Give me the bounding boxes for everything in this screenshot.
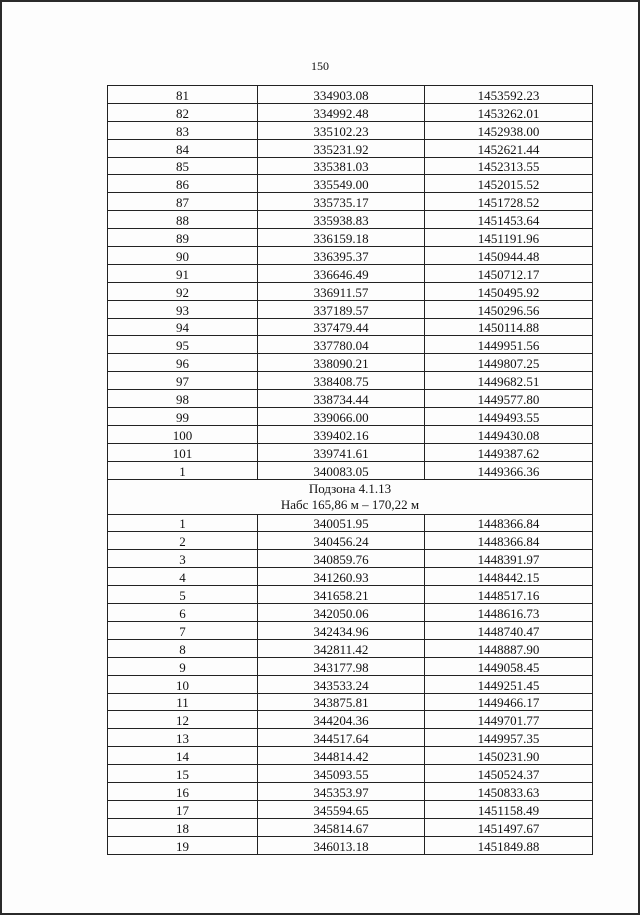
point-number-cell: 93 [108, 300, 258, 318]
y-coordinate-cell: 1451728.52 [425, 193, 593, 211]
x-coordinate-cell: 342050.06 [258, 604, 425, 622]
point-number-cell: 11 [108, 693, 258, 711]
table-row [108, 211, 593, 229]
point-number-cell: 13 [108, 729, 258, 747]
x-coordinate-cell: 341658.21 [258, 586, 425, 604]
y-coordinate-cell: 1451158.49 [425, 800, 593, 818]
x-coordinate-cell: 345093.55 [258, 765, 425, 783]
y-coordinate-cell: 1449466.17 [425, 693, 593, 711]
x-coordinate-cell: 346013.18 [258, 836, 425, 854]
table-row [108, 443, 593, 461]
subzone-heading-cell [108, 479, 593, 514]
point-number-cell: 14 [108, 747, 258, 765]
page-number: 150 [311, 59, 329, 73]
table-row [108, 639, 593, 657]
y-coordinate-cell: 1449577.80 [425, 390, 593, 408]
x-coordinate-cell: 344814.42 [258, 747, 425, 765]
x-coordinate-cell: 336395.37 [258, 247, 425, 265]
point-number-cell: 86 [108, 175, 258, 193]
x-coordinate-cell: 339066.00 [258, 408, 425, 426]
point-number-cell: 7 [108, 621, 258, 639]
subzone-heading-group [108, 479, 593, 514]
y-coordinate-cell: 1451453.64 [425, 211, 593, 229]
table-row [108, 193, 593, 211]
y-coordinate-cell: 1452621.44 [425, 139, 593, 157]
table-row [108, 318, 593, 336]
table-row [108, 282, 593, 300]
table-row [108, 818, 593, 836]
table-row [108, 657, 593, 675]
y-coordinate-cell: 1449251.45 [425, 675, 593, 693]
y-coordinate-cell: 1449366.36 [425, 461, 593, 479]
x-coordinate-cell: 337479.44 [258, 318, 425, 336]
point-number-cell: 83 [108, 121, 258, 139]
table-row [108, 86, 593, 104]
x-coordinate-cell: 338090.21 [258, 354, 425, 372]
coordinates-table-body-a [108, 86, 593, 480]
x-coordinate-cell: 336646.49 [258, 264, 425, 282]
y-coordinate-cell: 1448366.84 [425, 514, 593, 532]
y-coordinate-cell: 1450296.56 [425, 300, 593, 318]
table-row [108, 336, 593, 354]
point-number-cell: 94 [108, 318, 258, 336]
x-coordinate-cell: 336911.57 [258, 282, 425, 300]
x-coordinate-cell: 339402.16 [258, 425, 425, 443]
table-row [108, 264, 593, 282]
table-row [108, 836, 593, 854]
point-number-cell: 15 [108, 765, 258, 783]
x-coordinate-cell: 338734.44 [258, 390, 425, 408]
y-coordinate-cell: 1448442.15 [425, 568, 593, 586]
point-number-cell: 89 [108, 229, 258, 247]
table-row [108, 408, 593, 426]
y-coordinate-cell: 1450833.63 [425, 782, 593, 800]
x-coordinate-cell: 340456.24 [258, 532, 425, 550]
y-coordinate-cell: 1449807.25 [425, 354, 593, 372]
table-row [108, 675, 593, 693]
point-number-cell: 101 [108, 443, 258, 461]
x-coordinate-cell: 335735.17 [258, 193, 425, 211]
table-row [108, 354, 593, 372]
x-coordinate-cell: 340859.76 [258, 550, 425, 568]
y-coordinate-cell: 1451191.96 [425, 229, 593, 247]
point-number-cell: 91 [108, 264, 258, 282]
table-row [108, 568, 593, 586]
point-number-cell: 100 [108, 425, 258, 443]
y-coordinate-cell: 1450524.37 [425, 765, 593, 783]
point-number-cell: 2 [108, 532, 258, 550]
table-row [108, 229, 593, 247]
x-coordinate-cell: 341260.93 [258, 568, 425, 586]
subzone-heading-row [108, 479, 593, 514]
x-coordinate-cell: 343875.81 [258, 693, 425, 711]
x-coordinate-cell: 334903.08 [258, 86, 425, 104]
table-row [108, 550, 593, 568]
x-coordinate-cell: 337189.57 [258, 300, 425, 318]
point-number-cell: 92 [108, 282, 258, 300]
x-coordinate-cell: 337780.04 [258, 336, 425, 354]
y-coordinate-cell: 1450944.48 [425, 247, 593, 265]
x-coordinate-cell: 334992.48 [258, 103, 425, 121]
y-coordinate-cell: 1451497.67 [425, 818, 593, 836]
table-row [108, 747, 593, 765]
y-coordinate-cell: 1452938.00 [425, 121, 593, 139]
table-row [108, 175, 593, 193]
point-number-cell: 5 [108, 586, 258, 604]
point-number-cell: 6 [108, 604, 258, 622]
table-row [108, 121, 593, 139]
y-coordinate-cell: 1449058.45 [425, 657, 593, 675]
point-number-cell: 82 [108, 103, 258, 121]
point-number-cell: 19 [108, 836, 258, 854]
point-number-cell: 87 [108, 193, 258, 211]
table-row [108, 604, 593, 622]
x-coordinate-cell: 335381.03 [258, 157, 425, 175]
point-number-cell: 3 [108, 550, 258, 568]
point-number-cell: 18 [108, 818, 258, 836]
x-coordinate-cell: 345814.67 [258, 818, 425, 836]
y-coordinate-cell: 1450114.88 [425, 318, 593, 336]
point-number-cell: 12 [108, 711, 258, 729]
point-number-cell: 90 [108, 247, 258, 265]
point-number-cell: 97 [108, 372, 258, 390]
y-coordinate-cell: 1448740.47 [425, 621, 593, 639]
x-coordinate-cell: 340051.95 [258, 514, 425, 532]
point-number-cell: 98 [108, 390, 258, 408]
point-number-cell: 16 [108, 782, 258, 800]
y-coordinate-cell: 1450495.92 [425, 282, 593, 300]
point-number-cell: 1 [108, 461, 258, 479]
y-coordinate-cell: 1453592.23 [425, 86, 593, 104]
table-row [108, 139, 593, 157]
coordinates-table-body-b [108, 514, 593, 854]
x-coordinate-cell: 342811.42 [258, 639, 425, 657]
x-coordinate-cell: 335549.00 [258, 175, 425, 193]
point-number-cell: 95 [108, 336, 258, 354]
table-row [108, 300, 593, 318]
y-coordinate-cell: 1448517.16 [425, 586, 593, 604]
point-number-cell: 10 [108, 675, 258, 693]
y-coordinate-cell: 1450712.17 [425, 264, 593, 282]
point-number-cell: 17 [108, 800, 258, 818]
y-coordinate-cell: 1448366.84 [425, 532, 593, 550]
point-number-cell: 84 [108, 139, 258, 157]
point-number-cell: 9 [108, 657, 258, 675]
table-row [108, 693, 593, 711]
x-coordinate-cell: 345594.65 [258, 800, 425, 818]
x-coordinate-cell: 344204.36 [258, 711, 425, 729]
y-coordinate-cell: 1449387.62 [425, 443, 593, 461]
table-row [108, 586, 593, 604]
y-coordinate-cell: 1448887.90 [425, 639, 593, 657]
x-coordinate-cell: 342434.96 [258, 621, 425, 639]
y-coordinate-cell: 1451849.88 [425, 836, 593, 854]
table-row [108, 372, 593, 390]
x-coordinate-cell: 343177.98 [258, 657, 425, 675]
x-coordinate-cell: 345353.97 [258, 782, 425, 800]
y-coordinate-cell: 1449701.77 [425, 711, 593, 729]
table-row [108, 532, 593, 550]
y-coordinate-cell: 1449430.08 [425, 425, 593, 443]
table-row [108, 425, 593, 443]
x-coordinate-cell: 335231.92 [258, 139, 425, 157]
y-coordinate-cell: 1452015.52 [425, 175, 593, 193]
table-row [108, 621, 593, 639]
x-coordinate-cell: 343533.24 [258, 675, 425, 693]
x-coordinate-cell: 335938.83 [258, 211, 425, 229]
point-number-cell: 99 [108, 408, 258, 426]
y-coordinate-cell: 1452313.55 [425, 157, 593, 175]
x-coordinate-cell: 336159.18 [258, 229, 425, 247]
coordinates-table [107, 85, 593, 855]
table-row [108, 390, 593, 408]
y-coordinate-cell: 1449493.55 [425, 408, 593, 426]
x-coordinate-cell: 335102.23 [258, 121, 425, 139]
point-number-cell: 1 [108, 514, 258, 532]
table-row [108, 514, 593, 532]
y-coordinate-cell: 1450231.90 [425, 747, 593, 765]
y-coordinate-cell: 1449951.56 [425, 336, 593, 354]
y-coordinate-cell: 1449957.35 [425, 729, 593, 747]
subzone-title: Подзона 4.1.13 [308, 480, 392, 496]
table-row [108, 247, 593, 265]
table-row [108, 461, 593, 479]
subzone-height-range: Набс 165,86 м – 170,22 м [280, 496, 420, 512]
x-coordinate-cell: 344517.64 [258, 729, 425, 747]
table-row [108, 103, 593, 121]
point-number-cell: 81 [108, 86, 258, 104]
y-coordinate-cell: 1448391.97 [425, 550, 593, 568]
y-coordinate-cell: 1453262.01 [425, 103, 593, 121]
table-row [108, 765, 593, 783]
point-number-cell: 85 [108, 157, 258, 175]
x-coordinate-cell: 339741.61 [258, 443, 425, 461]
point-number-cell: 88 [108, 211, 258, 229]
table-row [108, 782, 593, 800]
table-row [108, 711, 593, 729]
point-number-cell: 96 [108, 354, 258, 372]
point-number-cell: 4 [108, 568, 258, 586]
table-row [108, 729, 593, 747]
y-coordinate-cell: 1448616.73 [425, 604, 593, 622]
point-number-cell: 8 [108, 639, 258, 657]
table-row [108, 800, 593, 818]
table-row [108, 157, 593, 175]
x-coordinate-cell: 338408.75 [258, 372, 425, 390]
y-coordinate-cell: 1449682.51 [425, 372, 593, 390]
x-coordinate-cell: 340083.05 [258, 461, 425, 479]
